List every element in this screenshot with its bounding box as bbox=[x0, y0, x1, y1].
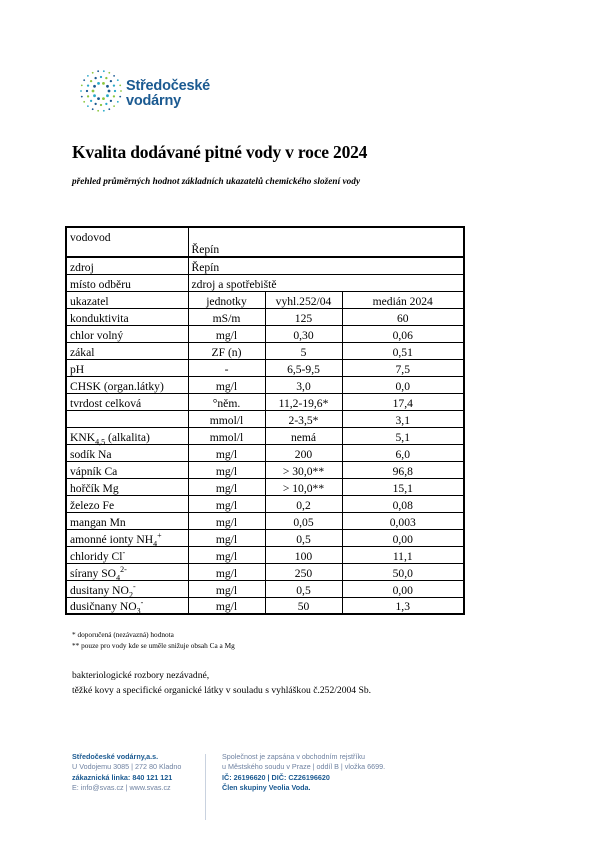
logo-dot bbox=[113, 84, 115, 86]
logo-dot bbox=[92, 90, 95, 93]
ukazatel-cell: vápník Ca bbox=[66, 461, 188, 478]
jednotky-cell: mg/l bbox=[188, 495, 265, 512]
logo-dot bbox=[117, 101, 119, 103]
jednotky-cell: mg/l bbox=[188, 461, 265, 478]
vyhl-cell: 100 bbox=[265, 546, 342, 563]
median-cell: 17,4 bbox=[342, 393, 464, 410]
jednotky-cell: mg/l bbox=[188, 512, 265, 529]
logo-dot bbox=[103, 70, 105, 72]
footer-company-info bbox=[72, 752, 181, 794]
logo-dot bbox=[119, 84, 121, 86]
jednotky-cell: mg/l bbox=[188, 376, 265, 393]
water-quality-table bbox=[65, 226, 465, 615]
zdroj-value: Řepín bbox=[188, 257, 464, 274]
logo-dot bbox=[105, 103, 107, 105]
misto-value: zdroj a spotřebiště bbox=[188, 274, 464, 291]
footer-court: u Městského soudu v Praze | oddíl B | vložka 6699. bbox=[222, 762, 386, 772]
jednotky-cell: - bbox=[188, 359, 265, 376]
ukazatel-cell: chloridy Cl- bbox=[66, 546, 188, 563]
logo-dot bbox=[119, 96, 121, 98]
logo-dot bbox=[114, 90, 116, 92]
jednotky-cell: mg/l bbox=[188, 529, 265, 546]
vyhl-cell: 0,2 bbox=[265, 495, 342, 512]
vodovod-value: Řepín bbox=[188, 227, 464, 257]
logo-dot bbox=[108, 90, 111, 93]
vyhl-cell: 0,5 bbox=[265, 529, 342, 546]
ukazatel-cell: dusitany $NO_2^-$ bbox=[66, 580, 188, 597]
table-row bbox=[66, 461, 464, 478]
logo-dot bbox=[81, 84, 83, 86]
logo-dot bbox=[117, 79, 119, 81]
ukazatel-cell: amonné ionty $NH_4^+$ bbox=[66, 529, 188, 546]
ukazatel-cell: konduktivita bbox=[66, 308, 188, 325]
logo-dot bbox=[87, 105, 89, 107]
table-row bbox=[66, 597, 464, 614]
vyhl-cell: 50 bbox=[265, 597, 342, 614]
logo-dot bbox=[87, 95, 89, 97]
table-row bbox=[66, 546, 464, 563]
footer-contact[interactable]: E: info@svas.cz | www.svas.cz bbox=[72, 783, 171, 793]
vyhl-cell: 125 bbox=[265, 308, 342, 325]
ukazatel-cell: dusičnany $NO_3^-$ bbox=[66, 597, 188, 614]
vodovod-row bbox=[66, 227, 464, 257]
logo-dot bbox=[105, 77, 107, 79]
logo-dot bbox=[97, 82, 100, 85]
logo-line-1: Středočeské bbox=[126, 78, 211, 94]
vyhl-cell: 3,0 bbox=[265, 376, 342, 393]
logo-dots-icon bbox=[80, 70, 122, 112]
footer-divider bbox=[205, 754, 206, 820]
header-vyhl: vyhl.252/04 bbox=[265, 291, 342, 308]
logo-dot bbox=[108, 72, 110, 74]
table-row bbox=[66, 325, 464, 342]
vyhl-cell: 5 bbox=[265, 342, 342, 359]
logo-dot bbox=[110, 100, 112, 102]
ukazatel-cell: tvrdost celková bbox=[66, 393, 188, 410]
median-cell: 15,1 bbox=[342, 478, 464, 495]
page-title: Kvalita dodávané pitné vody v roce 2024 bbox=[72, 142, 368, 162]
logo-dot bbox=[93, 94, 96, 97]
footnote-2: ** pouze pro vody kde se uměle snižuje obsah Ca a Mg bbox=[72, 641, 235, 650]
summary-line-2: těžké kovy a specifické organické látky v souladu s vyhláškou č.252/2004 Sb. bbox=[72, 685, 372, 696]
jednotky-cell: mg/l bbox=[188, 563, 265, 580]
jednotky-cell: mg/l bbox=[188, 546, 265, 563]
table-row bbox=[66, 376, 464, 393]
footer-registry: Společnost je zapsána v obchodním rejstříku bbox=[222, 752, 366, 761]
vyhl-cell: 2-3,5* bbox=[265, 410, 342, 427]
footer-address: U Vodojemu 3085 | 272 80 Kladno bbox=[72, 762, 182, 772]
logo-dot bbox=[97, 110, 99, 112]
logo-dot bbox=[94, 77, 96, 79]
table-row bbox=[66, 529, 464, 546]
vyhl-cell: 0,05 bbox=[265, 512, 342, 529]
logo-dot bbox=[92, 72, 94, 74]
logo-dot bbox=[86, 90, 88, 92]
logo-dot bbox=[92, 108, 94, 110]
logo-dot bbox=[94, 103, 96, 105]
vyhl-cell: > 30,0** bbox=[265, 461, 342, 478]
zdroj-row bbox=[66, 257, 464, 274]
median-cell: 7,5 bbox=[342, 359, 464, 376]
header-jednotky: jednotky bbox=[188, 291, 265, 308]
logo-dot bbox=[93, 85, 96, 88]
ukazatel-cell: CHSK (organ.látky) bbox=[66, 376, 188, 393]
footer-company-name: Středočeské vodárny,a.s. bbox=[72, 752, 159, 761]
logo-dot bbox=[90, 100, 92, 102]
footer-legal-info bbox=[222, 752, 385, 794]
jednotky-cell: mmol/l bbox=[188, 410, 265, 427]
vyhl-cell: 250 bbox=[265, 563, 342, 580]
jednotky-cell: mg/l bbox=[188, 597, 265, 614]
logo-dot bbox=[83, 101, 85, 103]
company-logo bbox=[80, 70, 220, 120]
median-cell: 0,003 bbox=[342, 512, 464, 529]
page-subtitle: přehled průměrných hodnot základních ukazatelů chemického složení vody bbox=[72, 176, 361, 186]
table-row bbox=[66, 393, 464, 410]
ukazatel-cell: sodík Na bbox=[66, 444, 188, 461]
median-cell: 0,08 bbox=[342, 495, 464, 512]
logo-dot bbox=[120, 90, 122, 92]
median-cell: 0,0 bbox=[342, 376, 464, 393]
zdroj-label: zdroj bbox=[66, 257, 188, 274]
table-row bbox=[66, 308, 464, 325]
header-median: medián 2024 bbox=[342, 291, 464, 308]
median-cell: 0,06 bbox=[342, 325, 464, 342]
jednotky-cell: mg/l bbox=[188, 444, 265, 461]
median-cell: 3,1 bbox=[342, 410, 464, 427]
ukazatel-cell bbox=[66, 410, 188, 427]
logo-dot bbox=[106, 94, 109, 97]
median-cell: 0,00 bbox=[342, 529, 464, 546]
median-cell: 96,8 bbox=[342, 461, 464, 478]
vodovod-label: vodovod bbox=[66, 227, 188, 257]
misto-row bbox=[66, 274, 464, 291]
header-row bbox=[66, 291, 464, 308]
median-cell: 60 bbox=[342, 308, 464, 325]
table-row bbox=[66, 359, 464, 376]
header-ukazatel: ukazatel bbox=[66, 291, 188, 308]
table-row bbox=[66, 580, 464, 597]
jednotky-cell: mg/l bbox=[188, 325, 265, 342]
vyhl-cell: > 10,0** bbox=[265, 478, 342, 495]
jednotky-cell: mg/l bbox=[188, 580, 265, 597]
logo-dot bbox=[97, 70, 99, 72]
jednotky-cell: mmol/l bbox=[188, 427, 265, 444]
vyhl-cell: 11,2-19,6* bbox=[265, 393, 342, 410]
vyhl-cell: 6,5-9,5 bbox=[265, 359, 342, 376]
vyhl-cell: nemá bbox=[265, 427, 342, 444]
logo-wordmark bbox=[126, 79, 210, 109]
logo-dot bbox=[110, 80, 112, 82]
vyhl-cell: 0,30 bbox=[265, 325, 342, 342]
logo-dot bbox=[80, 90, 82, 92]
logo-dot bbox=[90, 80, 92, 82]
table-row bbox=[66, 512, 464, 529]
vyhl-cell: 200 bbox=[265, 444, 342, 461]
median-cell: 5,1 bbox=[342, 427, 464, 444]
table-row bbox=[66, 427, 464, 444]
logo-dot bbox=[113, 75, 115, 77]
ukazatel-cell: chlor volný bbox=[66, 325, 188, 342]
ukazatel-cell: hořčík Mg bbox=[66, 478, 188, 495]
logo-line-2: vodárny bbox=[126, 93, 182, 109]
vyhl-cell: 0,5 bbox=[265, 580, 342, 597]
median-cell: 0,00 bbox=[342, 580, 464, 597]
table-row bbox=[66, 563, 464, 580]
ukazatel-cell: železo Fe bbox=[66, 495, 188, 512]
ukazatel-cell: sírany $SO_4^{2-}$ bbox=[66, 563, 188, 580]
logo-dot bbox=[81, 96, 83, 98]
median-cell: 1,3 bbox=[342, 597, 464, 614]
median-cell: 50,0 bbox=[342, 563, 464, 580]
table-row bbox=[66, 478, 464, 495]
summary-line-1: bakteriologické rozbory nezávadné, bbox=[72, 670, 210, 681]
logo-dot bbox=[102, 82, 105, 85]
ukazatel-cell: zákal bbox=[66, 342, 188, 359]
logo-dot bbox=[100, 104, 102, 106]
logo-dot bbox=[100, 76, 102, 78]
median-cell: 0,51 bbox=[342, 342, 464, 359]
logo-dot bbox=[102, 97, 105, 100]
logo-dot bbox=[108, 108, 110, 110]
median-cell: 6,0 bbox=[342, 444, 464, 461]
table-row bbox=[66, 410, 464, 427]
table-row bbox=[66, 444, 464, 461]
ukazatel-cell: mangan Mn bbox=[66, 512, 188, 529]
jednotky-cell: mg/l bbox=[188, 478, 265, 495]
logo-dot bbox=[113, 105, 115, 107]
logo-dot bbox=[83, 79, 85, 81]
logo-dot bbox=[97, 97, 100, 100]
logo-dot bbox=[113, 95, 115, 97]
footer-hotline: zákaznická linka: 840 121 121 bbox=[72, 772, 173, 782]
logo-dot bbox=[87, 75, 89, 77]
logo-dot bbox=[106, 85, 109, 88]
logo-dot bbox=[87, 84, 89, 86]
logo-dot bbox=[103, 110, 105, 112]
ukazatel-cell: $KNK_{4,5}$ (alkalita) bbox=[66, 427, 188, 444]
table-row bbox=[66, 495, 464, 512]
table-row bbox=[66, 342, 464, 359]
jednotky-cell: mS/m bbox=[188, 308, 265, 325]
jednotky-cell: ZF (n) bbox=[188, 342, 265, 359]
footer-ids: IČ: 26196620 | DIČ: CZ26196620 bbox=[222, 772, 330, 782]
misto-label: místo odběru bbox=[66, 274, 188, 291]
jednotky-cell: °něm. bbox=[188, 393, 265, 410]
footer-group: Člen skupiny Veolia Voda. bbox=[222, 783, 311, 793]
ukazatel-cell: pH bbox=[66, 359, 188, 376]
median-cell: 11,1 bbox=[342, 546, 464, 563]
footnote-1: * doporučená (nezávazná) hodnota bbox=[72, 630, 174, 639]
